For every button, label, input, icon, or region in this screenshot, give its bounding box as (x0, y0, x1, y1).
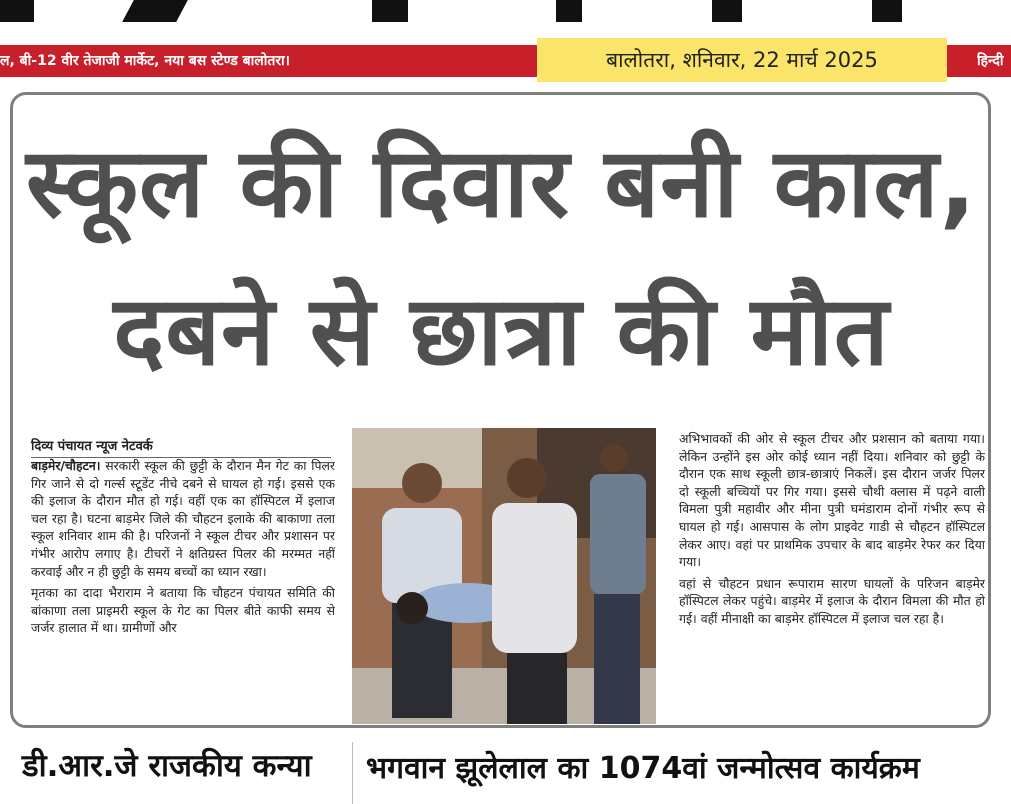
masthead-fragment (556, 0, 582, 22)
story-paragraph-2: मृतका का दादा भैराराम ने बताया कि चौहटन पंचायत समिति की बांकाणा तला प्राइमरी स्कूल के गेट का पिलर बीते काफी समय से जर्जर हालात में था। ग्रामीणों और (31, 585, 335, 636)
masthead-fragment (122, 0, 188, 22)
headline-line-1: स्कूल की दिवार बनी काल, (26, 127, 977, 239)
paragraph-text: सरकारी स्कूल की छुट्टी के दौरान मैन गेट का पिलर गिर जाने से दो गर्ल्स स्टूडेंट नीचे दबने से घायल हो गई। इससे एक की इलाज के दौरान मौत हो गई। वहीं एक का हॉस्पिटल में इलाज चल रहा है। घटना बाड़मेर जिले की चौहटन इलाके की बाकाणा तला स्कूल शनिवार शाम की है। परिजनों ने स्कूल टीचर और प्रशासन पर गंभीर आरोप लगाए है। टीचरों ने क्षतिग्रस्त पिलर की मरम्मत नहीं करवाई और न ही छुट्टी के समय बच्चों का ध्यान रखा। (31, 458, 335, 579)
dateline: बालोतरा, शनिवार, 22 मार्च 2025 (537, 38, 947, 82)
ribbon-address: ल, बी-12 वीर तेजाजी मार्केट, नया बस स्टेण्ड बालोतरा। (0, 53, 290, 69)
headline-line-2: दबने से छात्रा की मौत (113, 275, 890, 387)
bottom-headline-right: भगवान झूलेलाल का 1074वां जन्मोत्सव कार्यक्रम (366, 751, 920, 786)
masthead-fragment (372, 0, 408, 22)
dateline-tag: बाड़मेर/चौहटन। (31, 458, 101, 473)
column-divider (352, 742, 353, 804)
story-column-left (31, 457, 335, 723)
bottom-headline-left: डी.आर.जे राजकीय कन्या (22, 748, 312, 784)
story-paragraph-1 (31, 457, 335, 580)
masthead-fragment (712, 0, 742, 22)
photo-illustration (352, 428, 656, 724)
men-carrying-injured-child-photo (352, 428, 656, 724)
byline: दिव्य पंचायत न्यूज नेटवर्क (31, 436, 331, 458)
masthead-fragment (872, 0, 902, 22)
ribbon-language: हिन्दी (977, 53, 1004, 69)
story-paragraph-3: अभिभावकों की ओर से स्कूल टीचर और प्रशसान को बताया गया। लेकिन उन्होंने इस ओर कोई ध्यान नहीं दिया। शनिवार को छुट्टी के दौरान एक साथ स्कूली छात्र-छात्राएं निकलें। इस दौरान जर्जर पिलर दो स्कूली बच्चियों पर गिर गया। इससे चौथी क्लास में पढ़ने वाली विमला पुत्री महावीर और मीना पुत्री घमंडाराम दोनों गंभीर रूप से घायल हो गई। आसपास के लोग प्राइवेट गाडी से चौहटन हॉस्पिटल लेकर आए। वहां पर प्राथमिक उपचार के बाद बाड़मेर रेफर कर दिया गया। (679, 431, 985, 570)
masthead-fragment (0, 0, 34, 22)
story-column-right (679, 430, 985, 720)
story-paragraph-4: वहां से चौहटन प्रधान रूपाराम सारण घायलों के परिजन बाड़मेर हॉस्पिटल लेकर पहुंचे। बाड़मेर में इलाज के दौरान विमला की मौत हो गई। वहीं मीनाक्षी का बाड़मेर हॉस्पिटल में इलाज चल रहा है। (679, 575, 985, 626)
